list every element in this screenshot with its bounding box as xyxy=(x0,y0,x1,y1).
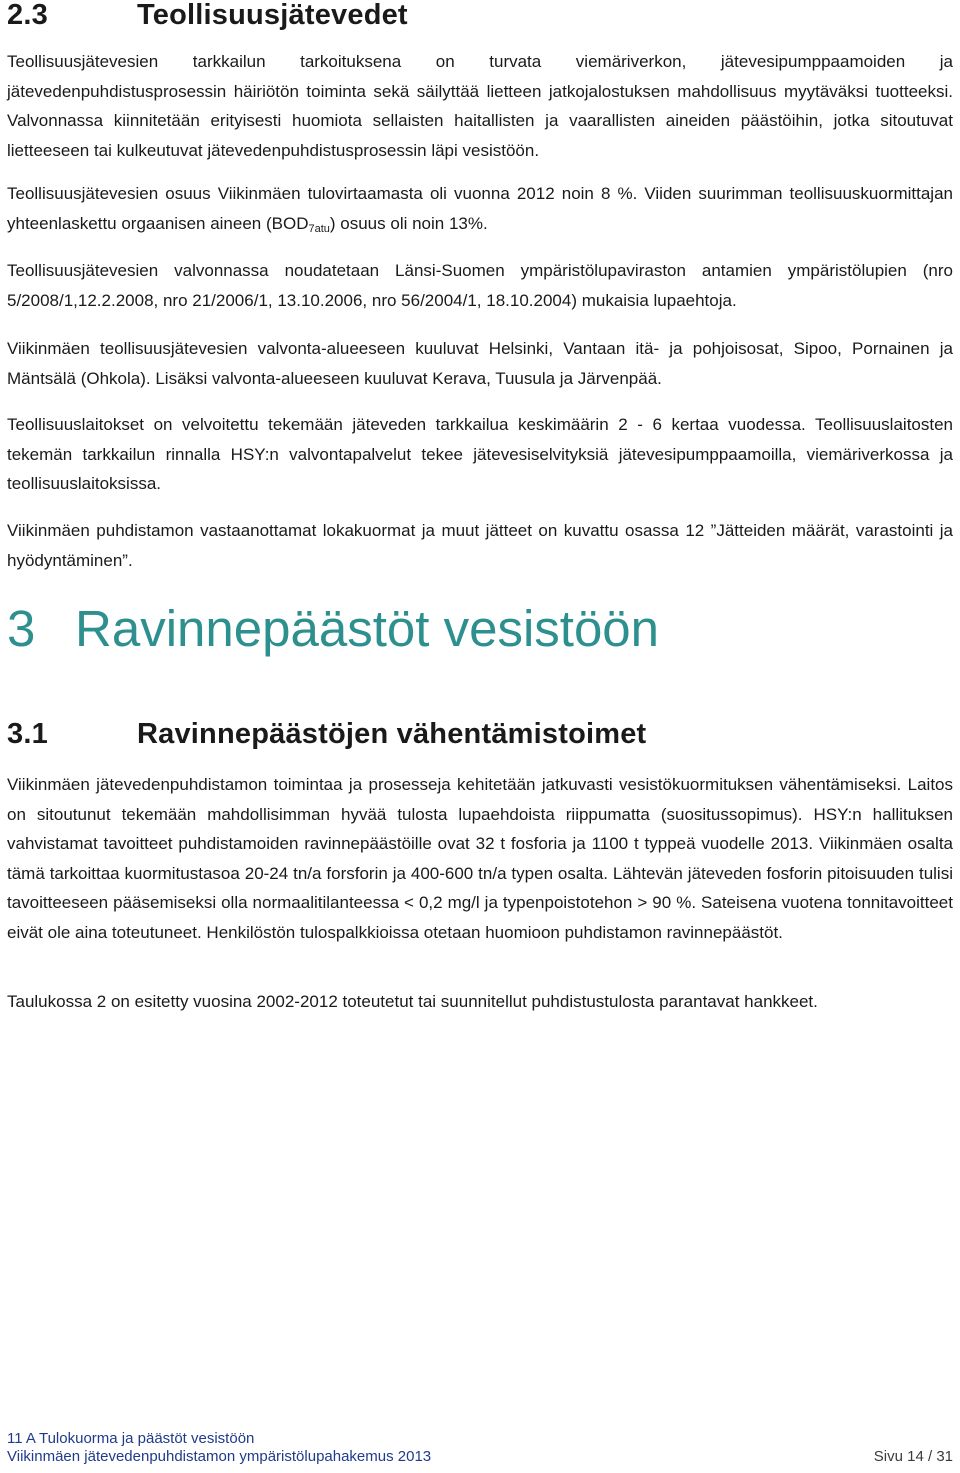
paragraph: Teollisuuslaitokset on velvoitettu tekemään jäteveden tarkkailua keskimäärin 2 - 6 kertaa vuodessa. Teollisuuslaitosten tekemän tarkkailun rinnalla HSY:n valvontapalvelut tekee jätevesiselvityksiä jätevesipumppaamoilla, viemäriverkossa ja teollisuuslaitoksissa. xyxy=(7,415,953,493)
section-title: Ravinnepäästöjen vähentämistoimet xyxy=(137,718,647,750)
paragraph: Taulukossa 2 on esitetty vuosina 2002-2012 toteutetut tai suunnitellut puhdistustulosta parantavat hankkeet. xyxy=(7,992,818,1011)
paragraph-text: ) osuus oli noin 13%. xyxy=(329,213,488,233)
footer-page-number: Sivu 14 / 31 xyxy=(873,1448,953,1465)
paragraph-text: Teollisuusjätevesien osuus Viikinmäen tulovirtaamasta oli vuonna 2012 noin 8 %. Viiden suurimman teollisuuskuormittajan yhteenlaskettu orgaanisen aineen (BOD xyxy=(7,184,953,233)
paragraph: Teollisuusjätevesien tarkkailun tarkoituksena on turvata viemäriverkon, jätevesipumppaamoiden ja jätevedenpuhdistusprosessin häiriötön toiminta sekä säilyttää lietteen jatkojalostuksen mahdollisuus myytäväksi tuotteeksi. Valvonnassa kiinnitetään erityisesti huomiota sellaisten haitallisten ja vaarallisten aineiden päästöihin, jotka sitoutuvat lietteeseen tai kulkeutuvat jätevedenpuhdistusprosessin läpi vesistöön. xyxy=(7,52,953,160)
paragraph: Viikinmäen jätevedenpuhdistamon toimintaa ja prosesseja kehitetään jatkuvasti vesistökuormituksen vähentämiseksi. Laitos on sitoutunut tekemään mahdollisimman hyvää tulosta lupaehdoista riippumatta (suositussopimus). HSY:n hallituksen vahvistamat tavoitteet puhdistamoiden ravinnepäästöille ovat 32 t fosforia ja 1100 t typpeä vuodelle 2013. Viikinmäen osalta tämä tarkoittaa kuormitustasoa 20-24 tn/a forsforin ja 400-600 tn/a typen osalta. Lähtevän jäteveden fosforin pitoisuuden tulisi tavoitteeseen pääsemiseksi olla normaalitilanteessa < 0,2 mg/l ja typenpoistotehon > 90 %. Sateisena vuotena tonnitavoitteet eivät ole aina toteutuneet. Henkilöstön tulospalkkioissa otetaan huomioon puhdistamon ravinnepäästöt. xyxy=(7,775,953,942)
section-title: Teollisuusjätevedet xyxy=(137,0,408,31)
paragraph: Viikinmäen teollisuusjätevesien valvonta-alueeseen kuuluvat Helsinki, Vantaan itä- ja pohjoisosat, Sipoo, Pornainen ja Mäntsälä (Ohkola). Lisäksi valvonta-alueeseen kuuluvat Kerava, Tuusula ja Järvenpää. xyxy=(7,339,953,388)
section-3-heading xyxy=(7,601,659,657)
footer-document-title: Viikinmäen jätevedenpuhdistamon ympäristölupahakemus 2013 xyxy=(7,1448,432,1465)
section-number: 3 xyxy=(7,600,36,657)
paragraph: Viikinmäen puhdistamon vastaanottamat lokakuormat ja muut jätteet on kuvattu osassa 12 ”Jätteiden määrät, varastointi ja hyödyntäminen”. xyxy=(7,521,953,570)
page-footer xyxy=(7,1430,953,1466)
section-number: 3.1 xyxy=(7,718,48,750)
section-number: 2.3 xyxy=(7,0,48,31)
section-3-1-heading xyxy=(7,719,646,749)
section-2-3-heading xyxy=(7,0,408,30)
paragraph: Teollisuusjätevesien valvonnassa noudatetaan Länsi-Suomen ympäristölupaviraston antamien ympäristölupien (nro 5/2008/1,12.2.2008, nro 21/2006/1, 13.10.2006, nro 56/2004/1, 18.10.2004) mukaisia lupaehtoja. xyxy=(7,261,953,310)
footer-chapter: 11 A Tulokuorma ja päästöt vesistöön xyxy=(7,1430,255,1447)
paragraph xyxy=(7,179,953,238)
subscript: 7atu xyxy=(308,222,330,235)
section-title: Ravinnepäästöt vesistöön xyxy=(75,600,660,657)
